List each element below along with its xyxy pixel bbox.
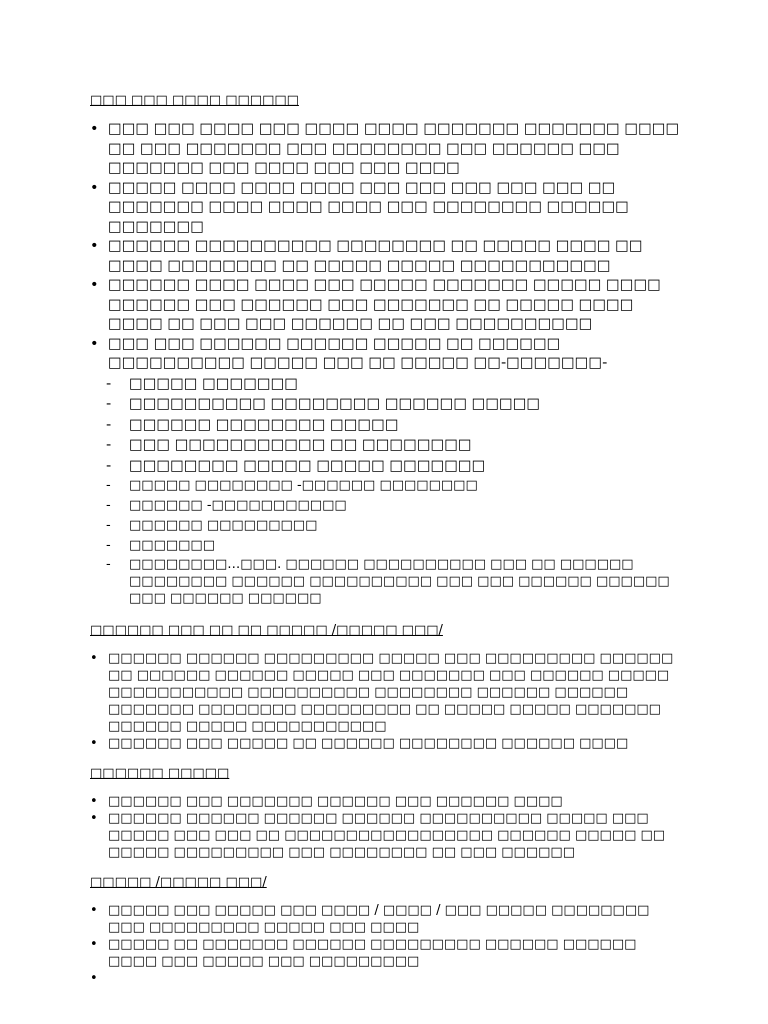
list-item xyxy=(90,335,680,374)
bullet-icon: • xyxy=(90,238,99,254)
sub-list-item-text: □□□□□□□□□□ □□□□□□□□ □□□□□□ □□□□□ xyxy=(129,396,541,412)
list-item-text: □□□□□□ □□□□ □□□□ □□□ □□□□□ □□□□□□□ □□□□□ □□□□ □□□□□□ □□□ □□□□□□ □□□ □□□□□□□ □□ □□□□□ □□□□ □□□□ □□ □□□ □□□ □□□□□□ □□ □□□ □□□□□□□□□□ xyxy=(108,277,661,332)
list-item xyxy=(90,936,680,970)
sub-list-item xyxy=(90,536,680,556)
bullet-icon: • xyxy=(90,903,98,918)
bullet-icon: • xyxy=(90,971,98,986)
sub-list-item-text: □□□□□□□□ □□□□□ □□□□□ □□□□□□□ xyxy=(129,457,486,474)
dash-icon: - xyxy=(106,538,111,553)
dash-icon: - xyxy=(106,518,111,533)
section-3-bullet-list xyxy=(90,793,680,861)
sub-list-item-text: □□□□□□ □□□□□□□□ □□□□□ xyxy=(129,416,399,433)
sub-list-item-text: □□□□□□ -□□□□□□□□□□□ xyxy=(129,498,347,513)
bullet-icon: • xyxy=(90,736,98,751)
section-1-heading: □□□ □□□ □□□□ □□□□□□ xyxy=(90,93,299,108)
dash-icon: - xyxy=(106,498,111,513)
sub-list-item xyxy=(90,456,680,477)
section-1-sublist-large xyxy=(90,374,680,477)
sub-list-item xyxy=(90,556,680,607)
section-4-bullet-list xyxy=(90,902,680,987)
section-2-heading: □□□□□□ □□□ □□ □□ □□□□□ /□□□□□ □□□/ xyxy=(90,623,443,638)
dash-icon: - xyxy=(106,375,112,392)
list-item xyxy=(90,970,680,987)
list-item-text: □□□□□□ □□□□□□ □□□□□□ □□□□□□ □□□□□□□□□□ □□□□□ □□□ □□□□□ □□□ □□□ □□ □□□□□□□□□□□□□□□□□ □□□□□□ □□□□□ □□ □□□□□ □□□□□□□□□ □□□ □□□□□□□□ □□ □□□ □□□□□□ xyxy=(108,811,666,860)
bullet-icon: • xyxy=(90,179,99,196)
section-1-bullet-list xyxy=(90,120,680,374)
document-body xyxy=(90,92,680,987)
bullet-icon: • xyxy=(90,794,98,809)
section-1-sublist-small xyxy=(90,476,680,607)
bullet-icon: • xyxy=(90,335,99,352)
sub-list-item-text: □□□□□□□□…□□□. □□□□□□ □□□□□□□□□□ □□□ □□ □□□□□□ □□□□□□□□ □□□□□□ □□□□□□□□□□ □□□ □□□ □□□□□□ □□□□□□ □□□ □□□□□□ □□□□□□ xyxy=(129,557,670,606)
sub-list-item-text: □□□□□□ □□□□□□□□□ xyxy=(129,518,318,533)
list-item xyxy=(90,276,680,335)
bullet-icon: • xyxy=(90,651,98,666)
list-item-text: □□□□□□ □□□□□□ □□□□□□□□□ □□□□□ □□□ □□□□□□□□□ □□□□□□ □□ □□□□□□ □□□□□□ □□□□□ □□□ □□□□□□□ □□□ □□□□□□ □□□□□ □□□□□□□□□□□ □□□□□□□□□□ □□□□□□□□ □□□□□□ □□□□□□ □□□□□□□ □□□□□□□□ □□□□□□□□□ □□ □□□□□ □□□□□ □□□□□□□ □□□□□□ □□□□□ □□□□□□□□□□□ xyxy=(108,651,674,734)
list-item-text: □□□□□□ □□□ □□□□□□□ □□□□□□ □□□ □□□□□□ □□□□ xyxy=(108,794,563,809)
list-item xyxy=(90,902,680,936)
sub-list-item xyxy=(90,516,680,536)
bullet-icon: • xyxy=(90,811,98,826)
list-item xyxy=(90,810,680,861)
list-item xyxy=(90,120,680,179)
list-item xyxy=(90,650,680,735)
sub-list-item xyxy=(90,374,680,395)
bullet-icon: • xyxy=(90,937,98,952)
sub-list-item xyxy=(90,435,680,456)
section-4-heading: □□□□□ /□□□□□ □□□/ xyxy=(90,875,267,890)
list-item xyxy=(90,793,680,810)
dash-icon: - xyxy=(106,437,112,453)
dash-icon: - xyxy=(106,396,112,412)
sub-list-item xyxy=(90,476,680,496)
dash-icon: - xyxy=(106,416,112,433)
bullet-icon: • xyxy=(90,121,99,137)
sub-list-item-text: □□□□□ □□□□□□□□ -□□□□□□ □□□□□□□□ xyxy=(129,478,478,493)
list-item-text: □□□□□□ □□□ □□□□□ □□ □□□□□□ □□□□□□□□ □□□□□□ □□□□ xyxy=(108,736,629,751)
list-item xyxy=(90,179,680,238)
sub-list-item xyxy=(90,496,680,516)
list-item-text: □□□□□ □□□□ □□□□ □□□□ □□□ □□□ □□□ □□□ □□□ □□ □□□□□□□ □□□□ □□□□ □□□□ □□□ □□□□□□□□ □□□□□□ □□□□□□□ xyxy=(108,179,629,235)
list-item-text: □□□□□ □□□ □□□□□ □□□ □□□□ / □□□□ / □□□ □□□□□ □□□□□□□□ □□□ □□□□□□□□□ □□□□□ □□□ □□□□ xyxy=(108,903,650,935)
list-item xyxy=(90,237,680,276)
list-item xyxy=(90,735,680,752)
sub-list-item-text: □□□□□□□ xyxy=(129,538,215,553)
section-2-bullet-list xyxy=(90,650,680,752)
list-item-text: □□□□□□ □□□□□□□□□□ □□□□□□□□ □□ □□□□□ □□□□ □□ □□□□ □□□□□□□□ □□ □□□□□ □□□□□ □□□□□□□□□□□ xyxy=(108,238,643,274)
dash-icon: - xyxy=(106,478,111,493)
sub-list-item xyxy=(90,415,680,436)
list-item-text: □□□ □□□ □□□□ □□□ □□□□ □□□□ □□□□□□□ □□□□□□□ □□□□ □□ □□□ □□□□□□□ □□□ □□□□□□□□ □□□ □□□□□□ □□□ □□□□□□□ □□□ □□□□ □□□ □□□ □□□□ xyxy=(108,121,680,176)
list-item-text: □□□□□ □□ □□□□□□□ □□□□□□ □□□□□□□□□ □□□□□□ □□□□□□ □□□□ □□□ □□□□□ □□□ □□□□□□□□□ xyxy=(108,937,637,969)
sub-list-item-text: □□□□□ □□□□□□□ xyxy=(129,375,299,392)
list-item-text: □□□ □□□ □□□□□□ □□□□□□ □□□□□ □□ □□□□□□ □□□□□□□□□□ □□□□□ □□□ □□ □□□□□ □□-□□□□□□□- xyxy=(108,335,608,371)
dash-icon: - xyxy=(106,457,112,474)
bullet-icon: • xyxy=(90,277,99,293)
sub-list-item-text: □□□ □□□□□□□□□□□ □□ □□□□□□□□ xyxy=(129,437,472,453)
sub-list-item xyxy=(90,394,680,415)
dash-icon: - xyxy=(106,557,111,572)
section-3-heading: □□□□□□ □□□□□ xyxy=(90,766,230,781)
